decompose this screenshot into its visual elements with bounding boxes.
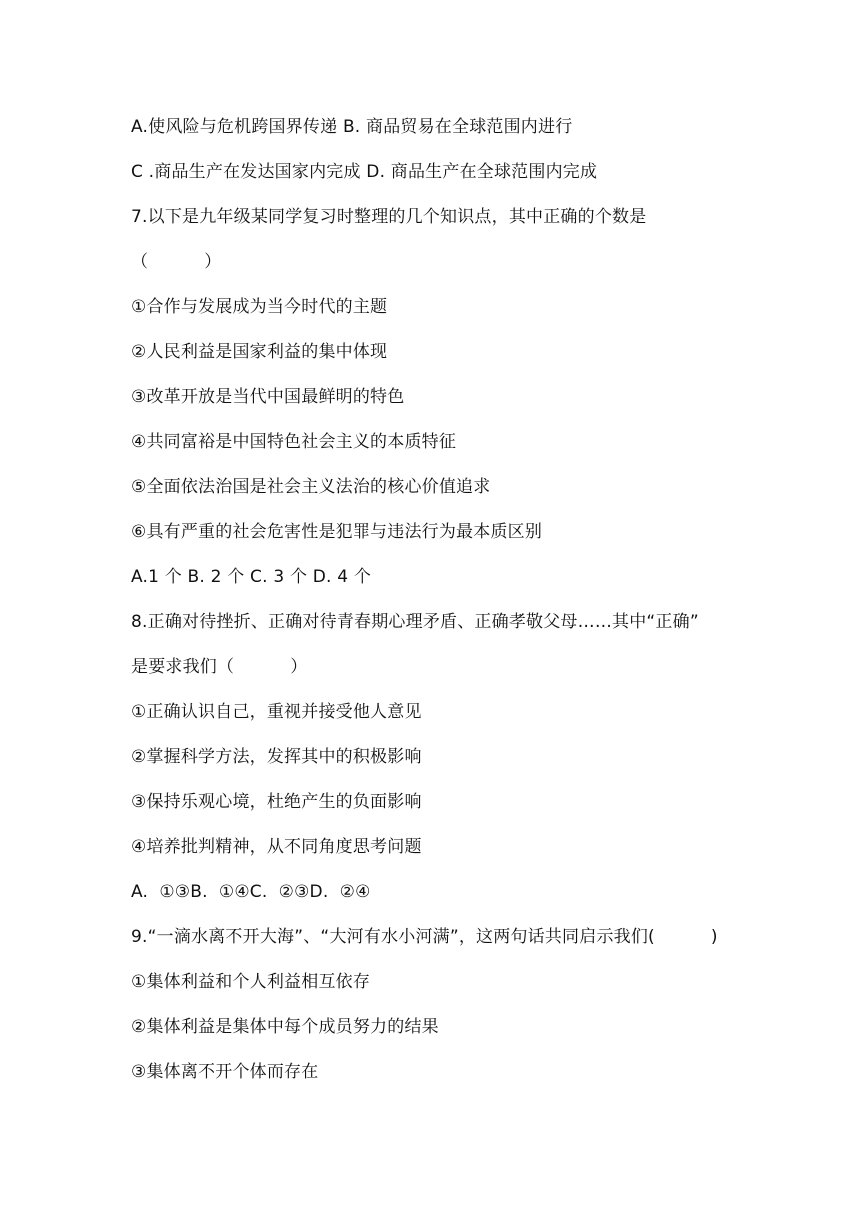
q7-statement-1: ①合作与发展成为当今时代的主题 bbox=[131, 297, 388, 317]
option-line-q6-ab: A.使风险与危机跨国界传递 B. 商品贸易在全球范围内进行 bbox=[131, 117, 573, 137]
q9-statement-1: ①集体利益和个人利益相互依存 bbox=[131, 972, 371, 992]
q7-statement-6: ⑥具有严重的社会危害性是犯罪与违法行为最本质区别 bbox=[131, 522, 543, 542]
q8-statement-4: ④培养批判精神，从不同角度思考问题 bbox=[131, 837, 422, 857]
question-7-blank: （ ） bbox=[131, 252, 222, 272]
question-8-text-cont: 是要求我们（ ） bbox=[131, 657, 308, 677]
q7-statement-5: ⑤全面依法治国是社会主义法治的核心价值追求 bbox=[131, 477, 491, 497]
q8-statement-2: ②掌握科学方法，发挥其中的积极影响 bbox=[131, 747, 422, 767]
q9-statement-3: ③集体离不开个体而存在 bbox=[131, 1062, 319, 1082]
option-line-q6-cd: C .商品生产在发达国家内完成 D. 商品生产在全球范围内完成 bbox=[131, 162, 598, 182]
q9-statement-2: ②集体利益是集体中每个成员努力的结果 bbox=[131, 1017, 439, 1037]
q8-options: A. ①③B. ①④C. ②③D. ②④ bbox=[131, 882, 371, 902]
question-9-text: 9.“一滴水离不开大海”、“大河有水小河满”，这两句话共同启示我们( ) bbox=[131, 927, 718, 947]
q8-statement-1: ①正确认识自己，重视并接受他人意见 bbox=[131, 702, 422, 722]
q7-statement-3: ③改革开放是当代中国最鲜明的特色 bbox=[131, 387, 405, 407]
question-7-text: 7.以下是九年级某同学复习时整理的几个知识点，其中正确的个数是 bbox=[131, 207, 647, 227]
q7-statement-2: ②人民利益是国家利益的集中体现 bbox=[131, 342, 388, 362]
q7-statement-4: ④共同富裕是中国特色社会主义的本质特征 bbox=[131, 432, 457, 452]
q8-statement-3: ③保持乐观心境，杜绝产生的负面影响 bbox=[131, 792, 422, 812]
question-8-text: 8.正确对待挫折、正确对待青春期心理矛盾、正确孝敬父母……其中“正确” bbox=[131, 612, 699, 632]
q7-options: A.1 个 B. 2 个 C. 3 个 D. 4 个 bbox=[131, 567, 372, 587]
